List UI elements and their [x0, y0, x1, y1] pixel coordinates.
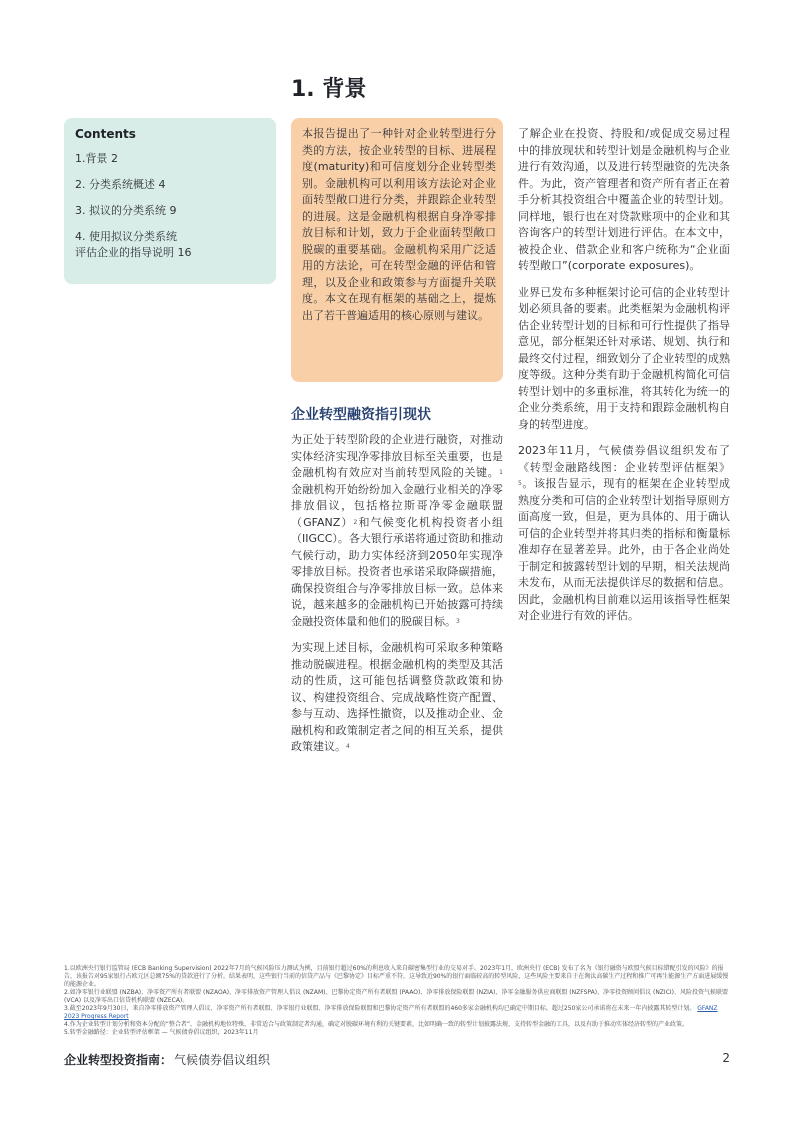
contents-heading: Contents	[75, 127, 136, 141]
footer-title: 企业转型投资指南：	[64, 1053, 173, 1067]
column-left	[291, 432, 503, 756]
footnote-2: 2.如净零银行业联盟 (NZBA)、净零资产所有者联盟 (NZAOA)、净零排放资产管理人倡议 (NZAM)、巴黎协定资产所有者联盟 (PAAO)、净零排放保险联盟 (NZIA)、净零金融服务供应商联盟 (NZFSPA)、净零投资顾问倡议 (NZICI)、风险投资气候联盟 (VCA) 以及净零出口信贷机构联盟 (NZECA)。	[64, 989, 728, 1004]
abstract-text: 本报告提出了一种针对企业转型进行分类的方法，按企业转型的目标、进展程度(maturity)和可信度划分企业转型类别。金融机构可以利用该方法论对企业面转型敞口进行分类，并跟踪企业转型的进展。这是金融机构根据自身净零排放目标和计划，致力于企业面转型敞口脱碳的重要基础。金融机构采用广泛适用的方法论，可在转型金融的评估和管理，以及企业和政策参与方面提升关联度。本文在现有框架的基础之上，提炼出了若干普遍适用的核心原则与建议。	[302, 127, 496, 322]
paragraph	[518, 443, 730, 625]
contents-item-guidance[interactable]: 4. 使用拟议分类系统	[75, 230, 177, 243]
contents-box	[64, 118, 276, 284]
paragraph	[291, 640, 503, 756]
paragraph-text: 2023年11月，气候债券倡议组织发布了《转型金融路线图：企业转型评估框架》	[518, 444, 730, 474]
paragraph-text: 为正处于转型阶段的企业进行融资，对推动实体经济实现净零排放目标至关重要，也是金融机构有效应对当前转型风险的关键。	[291, 433, 503, 479]
footer-organization: 气候债券倡议组织	[174, 1053, 271, 1067]
footnote-ref[interactable]: 4	[346, 743, 350, 750]
paragraph	[291, 432, 503, 630]
footnotes	[64, 965, 730, 1037]
progress-report-link[interactable]: GFANZ 2023 Progress Report	[64, 1005, 718, 1020]
paragraph-text: 金融机构开始纷纷加入金融行业相关的净零排放倡议，包括格拉斯哥净零金融联盟（GFANZ）	[291, 482, 503, 529]
footnote-1: 1.以欧洲央行银行监管局 (ECB Banking Supervision) 2022年7月的气候风险压力测试为例，目前银行超过60%的利息收入来自碳密集型行业的交易对手。2023年1月，欧洲央行 (ECB) 发布了名为《银行融资与欧盟气候目标错配引发的风险》的报告，该报告对95家银行占欧元区总额75%的贷款进行了分析，结果表明，这些银行当前的信贷产品与《巴黎协定》目标严重不符，这导致近90%的银行面临较高的转型风险，这些风险主要来自于在淘汰高碳生产过程和推广可再生能源生产方面进展缓慢的能源企业。	[64, 965, 729, 988]
contents-item-proposed[interactable]: 3. 拟议的分类系统 9	[75, 204, 177, 217]
footnote-3-text: 3.截至2023年9月30日，来自净零排放资产管理人倡议、净零资产所有者联盟、净零银行业联盟、净零排放保险联盟和巴黎协定资产所有者联盟的460多家金融机构均已确定中期目标。超过250家公司承诺将在未来一年内披露其转型计划。	[64, 1005, 696, 1012]
page-number: 2	[722, 1051, 730, 1065]
footnote-5: 5.转型金融路径：企业转型评估框架 — 气候债券倡议组织，2023年11月	[64, 1029, 259, 1036]
page-footer	[64, 1051, 730, 1071]
section-heading: 企业转型融资指引现状	[291, 407, 431, 423]
paragraph-text: 。该报告显示，现有的框架在企业转型成熟度分类和可信的企业转型计划指导原则方面高度一致，但是，更为具体的、用于确认可信的企业转型并将其归类的指标和衡量标准却存在显著差异。此外，由于各企业尚处于制定和披露转型计划的早期，相关法规尚未发布，从而无法提供详尽的数据和信息。因此，金融机构目前难以运用该指导性框架对企业进行有效的评估。	[518, 477, 730, 622]
column-right	[518, 126, 730, 625]
abstract-box	[291, 118, 503, 382]
footnote-ref[interactable]: 1	[499, 469, 503, 476]
paragraph: 了解企业在投资、持股和/或促成交易过程中的排放现状和转型计划是金融机构与企业进行有效沟通，以及进行转型融资的先决条件。为此，资产管理者和资产所有者正在着手分析其投资组合中覆盖企业的转型计划。同样地，银行也在对贷款账项中的企业和其咨询客户的转型计划进行评估。在本文中，被投企业、借款企业和客户统称为“企业面转型敞口”(corporate exposures)。	[518, 127, 730, 272]
footnote-ref[interactable]: 5	[518, 480, 522, 487]
contents-item-overview[interactable]: 2. 分类系统概述 4	[75, 178, 166, 191]
footnote-ref[interactable]: 3	[456, 617, 460, 625]
contents-item-background[interactable]: 1.背景 2	[75, 152, 118, 165]
footnote-ref[interactable]: 2	[353, 518, 358, 526]
footnote-4: 4.作为企业转型计划分析和资本分配的“整合者”，金融机构地位特殊，非常适合与政策制定者沟通，确定对脱碳环境有利的关键要素，比如明确一致的转型计划披露法规、支持转型金融的工具，以及有助于推动实体经济转型的产业政策。	[64, 1021, 688, 1028]
paragraph-text: 为实现上述目标，金融机构可采取多种策略推动脱碳进程。根据金融机构的类型及其活动的性质，这可能包括调整贷款政策和协议、构建投资组合、完成战略性资产配置、参与互动、选择性撤资，以及推动企业、金融机构和政策制定者之间的相互关系，提供政策建议。	[291, 641, 503, 753]
paragraph-text: 和气候变化机构投资者小组（IIGCC）。各大银行承诺将通过资助和推动气候行动，助力实体经济到2050年实现净零排放目标。投资者也承诺采取降碳措施，确保投资组合与净零排放目标一致。总体来说，越来越多的金融机构已开始披露可持续金融投资体量和他们的脱碳目标。	[291, 515, 503, 628]
paragraph: 业界已发布多种框架讨论可信的企业转型计划必须具备的要素。此类框架为金融机构评估企业转型计划的目标和可行性提供了指导意见，部分框架还针对承诺、规划、执行和最终交付过程，细致划分了企业转型的成熟度等级。这种分类有助于金融机构简化可信转型计划中的多重标准，将其转化为统一的企业分类系统，用于支持和跟踪金融机构自身的转型进度。	[518, 285, 730, 431]
footnote-3	[64, 1005, 730, 1021]
contents-item-guidance-cont[interactable]: 评估企业的指导说明 16	[75, 246, 192, 259]
page-title: 1. 背景	[291, 77, 367, 102]
